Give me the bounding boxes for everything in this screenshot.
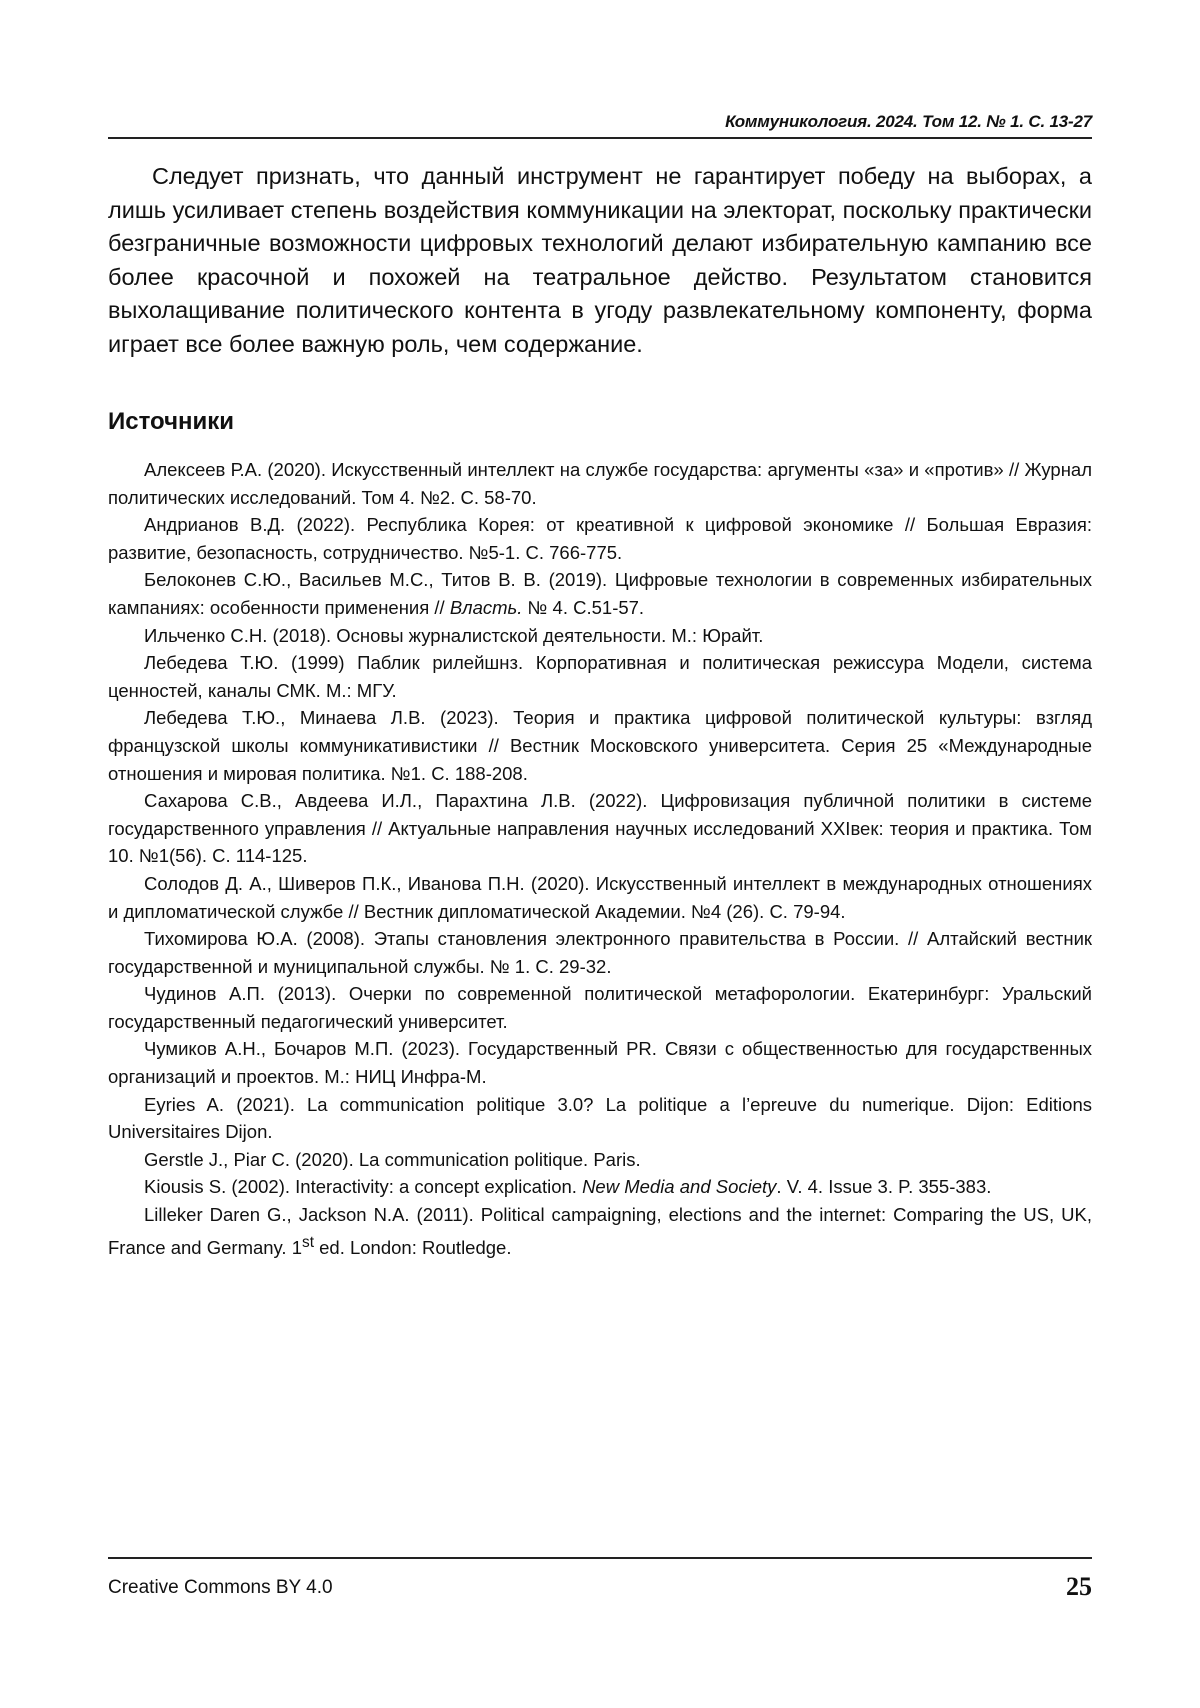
- license-label: Creative Commons BY 4.0: [108, 1577, 333, 1598]
- reference-item: [108, 1146, 1092, 1174]
- reference-item: [108, 704, 1092, 787]
- reference-item: [108, 511, 1092, 566]
- reference-text: Lilleker Daren G., Jackson N.A. (2011). Political campaigning, elections and the internet: Comparing the US, UK, France and Germany. 1: [108, 1204, 1092, 1258]
- reference-item: [108, 787, 1092, 870]
- reference-item: [108, 1035, 1092, 1090]
- reference-item: [108, 925, 1092, 980]
- reference-item: [108, 566, 1092, 621]
- reference-journal-title: Власть.: [449, 596, 523, 618]
- reference-list: [108, 456, 1092, 1261]
- reference-item: [108, 1091, 1092, 1146]
- body-paragraph: Следует признать, что данный инструмент не гарантирует победу на выборах, а лишь усиливает степень воздействия коммуникации на электорат, поскольку практически безграничные возможности цифровых технологий делают избирательную кампанию все более красочной и похожей на театральное действо. Результатом становится выхолащивание политического контента в угоду развлекательному компоненту, форма играет все более важную роль, чем содержание.: [108, 163, 1092, 357]
- page-number: 25: [1066, 1572, 1092, 1601]
- reference-text: Ильченко С.Н. (2018). Основы журналистской деятельности. М.: Юрайт.: [144, 624, 764, 646]
- reference-text: Kiousis S. (2002). Interactivity: a concept explication.: [144, 1176, 583, 1198]
- reference-item: [108, 456, 1092, 511]
- reference-text: Солодов Д. А., Шиверов П.К., Иванова П.Н. (2020). Искусственный интеллект в международных отношениях и дипломатической службе // Вестник дипломатической Академии. №4 (26). С. 79-94.: [108, 872, 1092, 922]
- reference-text: Алексеев Р.А. (2020). Искусственный интеллект на службе государства: аргументы «за» и «против» // Журнал политических исследований. Том 4. №2. С. 58-70.: [108, 459, 1092, 508]
- reference-text-tail: № 4. С.51-57.: [522, 596, 645, 618]
- reference-text: Андрианов В.Д. (2022). Республика Корея: от креативной к цифровой экономике // Большая Евразия: развитие, безопасность, сотрудничество. №5-1. С. 766-775.: [108, 514, 1092, 563]
- sources-heading: Источники: [108, 408, 235, 435]
- reference-text: Eyries A. (2021). La communication politique 3.0? La politique a l’epreuve du numerique. Dijon: Editions Universitaires Dijon.: [108, 1093, 1092, 1143]
- reference-item: [108, 622, 1092, 650]
- ordinal-superscript: st: [302, 1233, 314, 1251]
- reference-text-tail: . V. 4. Issue 3. P. 355-383.: [776, 1176, 992, 1198]
- reference-journal-title: New Media and Society: [582, 1176, 777, 1198]
- reference-text-tail: ed. London: Routledge.: [313, 1236, 512, 1258]
- footer-rule: [108, 1557, 1092, 1559]
- reference-item: [108, 870, 1092, 925]
- reference-text: Тихомирова Ю.А. (2008). Этапы становления электронного правительства в России. // Алтайский вестник государственной и муниципальной службы. № 1. С. 29-32.: [108, 928, 1092, 977]
- reference-text: Сахарова С.В., Авдеева И.Л., Парахтина Л.В. (2022). Цифровизация публичной политики в системе государственного управления // Актуальные направления научных исследований XXIвек: теория и практика. Том 10. №1(56). С. 114-125.: [108, 790, 1092, 867]
- reference-item: [108, 980, 1092, 1035]
- reference-text: Лебедева Т.Ю. (1999) Паблик рилейшнз. Корпоративная и политическая режиссура Модели, система ценностей, каналы СМК. М.: МГУ.: [108, 652, 1092, 701]
- reference-text: Чумиков А.Н., Бочаров М.П. (2023). Государственный PR. Связи с общественностью для государственных организаций и проектов. М.: НИЦ Инфра-М.: [108, 1038, 1092, 1088]
- reference-text: Белоконев С.Ю., Васильев М.С., Титов В. В. (2019). Цифровые технологии в современных избирательных кампаниях: особенности применения //: [108, 569, 1092, 618]
- reference-text: Gerstle J., Piar C. (2020). La communication politique. Paris.: [144, 1148, 641, 1170]
- reference-item: [108, 1173, 1092, 1201]
- running-head: Коммуникология. 2024. Том 12. № 1. С. 13-27: [725, 112, 1092, 131]
- reference-item: [108, 1201, 1092, 1261]
- reference-text: Лебедева Т.Ю., Минаева Л.В. (2023). Теория и практика цифровой политической культуры: взгляд французской школы коммуникативистики // Вестник Московского университета. Серия 25 «Международные отношения и мировая политика. №1. С. 188-208.: [108, 707, 1092, 784]
- header-rule: [108, 137, 1092, 139]
- reference-item: [108, 649, 1092, 704]
- reference-text: Чудинов А.П. (2013). Очерки по современной политической метафорологии. Екатеринбург: Уральский государственный педагогический университет.: [108, 983, 1092, 1032]
